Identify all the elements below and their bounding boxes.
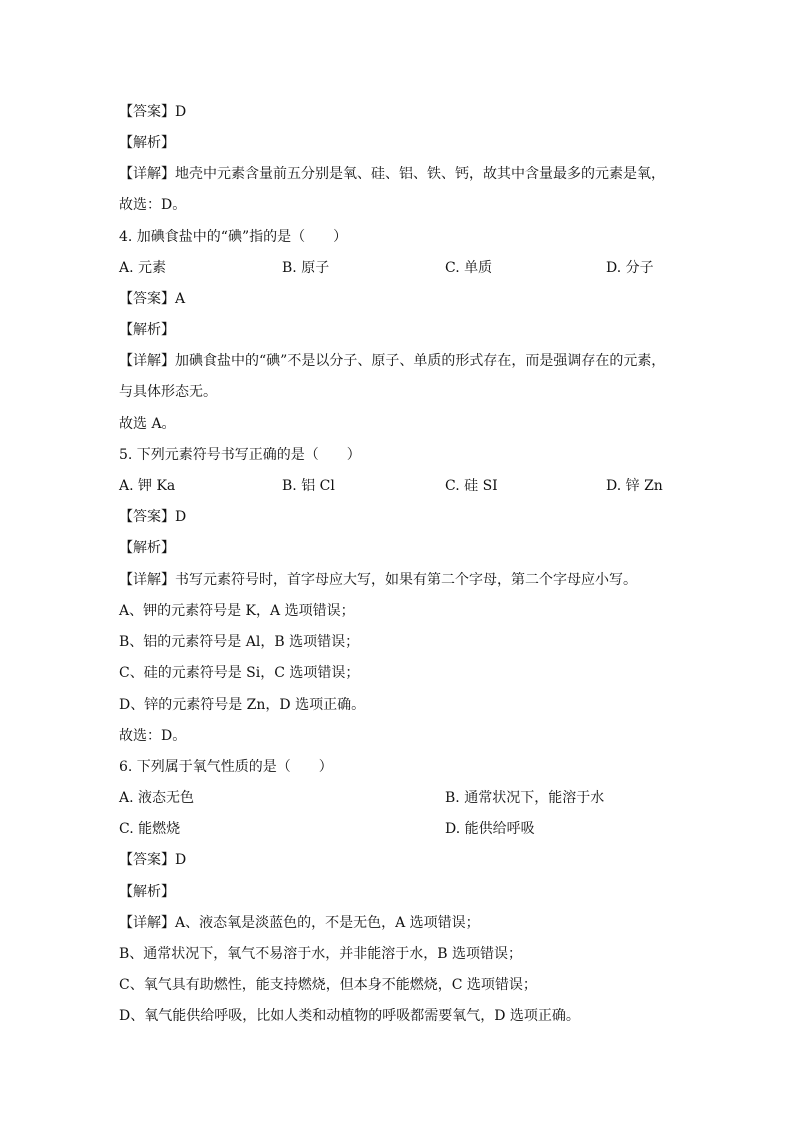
answer-value: D — [175, 509, 187, 525]
detail-label: 【详解】 — [119, 166, 175, 182]
q6-item-d: D、氧气能供给呼吸，比如人类和动植物的呼吸都需要氧气，D 选项正确。 — [119, 1008, 580, 1024]
q4-option-a: A. 元素 — [119, 260, 167, 276]
q3-conclusion: 故选：D。 — [119, 197, 187, 213]
detail-label: 【详解】 — [119, 572, 175, 588]
q6-option-a: A. 液态无色 — [119, 790, 195, 806]
q4-detail-line2: 与具体形态无。 — [119, 384, 217, 400]
detail-text: 加碘食盐中的“碘”不是以分子、原子、单质的形式存在，而是强调存在的元素， — [175, 353, 666, 369]
q5-analysis-label: 【解析】 — [119, 540, 175, 556]
q5-item-d: D、锌的元素符号是 Zn，D 选项正确。 — [119, 697, 366, 713]
detail-label: 【详解】 — [119, 353, 175, 369]
q5-detail — [119, 570, 637, 590]
q4-conclusion: 故选 A。 — [119, 416, 176, 432]
q4-analysis-label: 【解析】 — [119, 322, 175, 338]
detail-text: 书写元素符号时，首字母应大写，如果有第二个字母，第二个字母应小写。 — [175, 572, 637, 588]
q5-item-a: A、钾的元素符号是 K，A 选项错误； — [119, 603, 355, 619]
answer-label: 【答案】 — [119, 509, 175, 525]
q5-stem: 5. 下列元素符号书写正确的是（ ） — [119, 447, 361, 463]
q4-option-d: D. 分子 — [606, 260, 654, 276]
answer-value: D — [175, 852, 187, 868]
answer-value: A — [175, 291, 186, 307]
q3-detail — [119, 164, 665, 184]
q5-option-d: D. 锌 Zn — [606, 478, 663, 494]
q3-answer — [119, 102, 186, 122]
q6-detail-item-a — [119, 913, 480, 933]
q5-item-b: B、铝的元素符号是 Al，B 选项错误； — [119, 634, 360, 650]
q4-stem: 4. 加碘食盐中的“碘”指的是（ ） — [119, 229, 348, 245]
q5-conclusion: 故选：D。 — [119, 728, 187, 744]
q5-option-b: B. 铝 Cl — [282, 478, 335, 494]
detail-text: 地壳中元素含量前五分别是氧、硅、铝、铁、钙，故其中含量最多的元素是氧， — [175, 166, 665, 182]
q5-option-c: C. 硅 SI — [445, 478, 498, 494]
q6-item-c: C、氧气具有助燃性，能支持燃烧，但本身不能燃烧，C 选项错误； — [119, 977, 537, 993]
q5-item-c: C、硅的元素符号是 Si，C 选项错误； — [119, 665, 360, 681]
q4-option-b: B. 原子 — [282, 260, 330, 276]
q6-item-b: B、通常状况下，氧气不易溶于水，并非能溶于水，B 选项错误； — [119, 946, 523, 962]
q5-option-a: A. 钾 Ka — [119, 478, 176, 494]
answer-value: D — [175, 104, 187, 120]
q6-analysis-label: 【解析】 — [119, 884, 175, 900]
detail-text: A、液态氧是淡蓝色的，不是无色，A 选项错误； — [175, 915, 480, 931]
q6-stem: 6. 下列属于氧气性质的是（ ） — [119, 759, 333, 775]
detail-label: 【详解】 — [119, 915, 175, 931]
q6-option-c: C. 能燃烧 — [119, 821, 181, 837]
q6-answer — [119, 850, 186, 870]
answer-label: 【答案】 — [119, 104, 175, 120]
q3-analysis-label: 【解析】 — [119, 135, 175, 151]
q4-detail-line1 — [119, 351, 665, 371]
q5-answer — [119, 507, 186, 527]
q4-answer — [119, 289, 185, 309]
answer-label: 【答案】 — [119, 291, 175, 307]
q4-option-c: C. 单质 — [445, 260, 493, 276]
answer-label: 【答案】 — [119, 852, 175, 868]
q6-option-d: D. 能供给呼吸 — [445, 821, 535, 837]
q6-option-b: B. 通常状况下，能溶于水 — [445, 790, 605, 806]
